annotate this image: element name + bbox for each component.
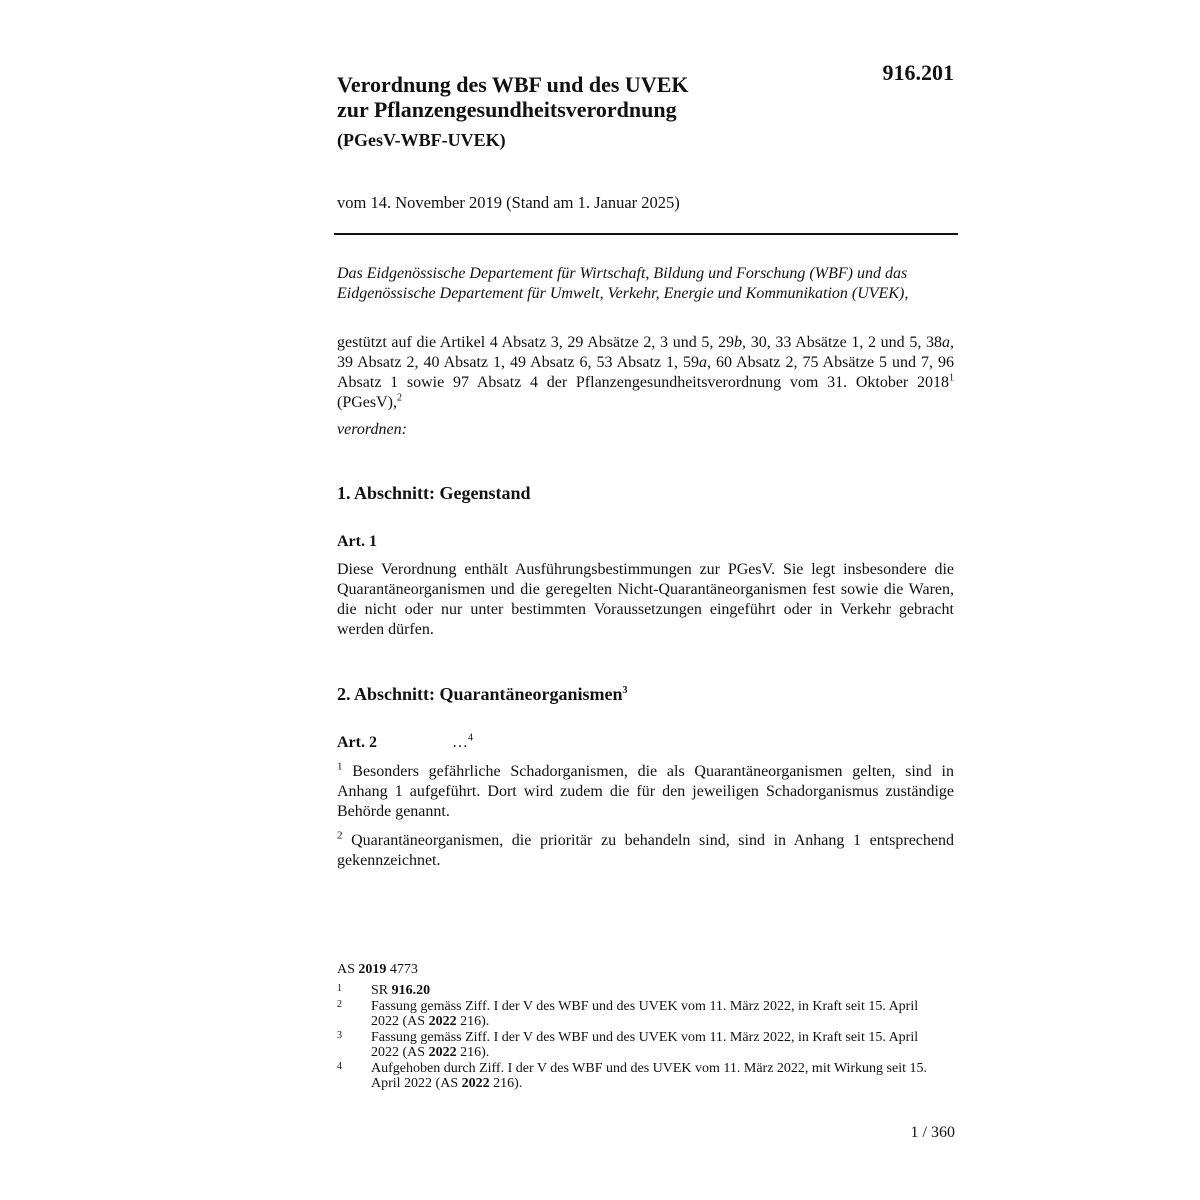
footnote-ref-4[interactable]: 4 xyxy=(468,732,473,744)
section-1-title: 1. Abschnitt: Gegenstand xyxy=(337,483,531,503)
date-line: vom 14. November 2019 (Stand am 1. Januar 2025) xyxy=(337,193,680,212)
article-2-paragraph-2: $^2$ Quarantäneorganismen, die prioritär zu behandeln sind, sind in Anhang 1 entsprechend gekennzeichnet. xyxy=(337,829,955,869)
article-2-repealed-note: …$^4$ xyxy=(452,732,473,751)
footnote-number: 1 xyxy=(337,983,342,994)
footnote-number: 3 xyxy=(337,1029,342,1041)
footnote-number: 2 xyxy=(337,998,342,1010)
footnote-3 xyxy=(337,1030,947,1061)
title-line-2: zur Pflanzengesundheitsverordnung xyxy=(337,97,677,122)
title-line-1: Verordnung des WBF und des UVEK xyxy=(337,72,689,97)
article-2-title: Art. 2 xyxy=(337,734,377,751)
footnote-4 xyxy=(337,1061,947,1092)
footnote-2 xyxy=(337,999,947,1030)
paragraph-number: 2 xyxy=(337,829,343,842)
document-title xyxy=(337,72,837,122)
preamble-verb: verordnen: xyxy=(337,421,407,438)
paragraph-number: 1 xyxy=(337,760,343,773)
footnote-1 xyxy=(337,983,947,999)
page-number: 1 / 360 xyxy=(910,1124,955,1141)
section-2-title: 2. Abschnitt: Quarantäneorganismen$^3$ xyxy=(337,684,628,704)
footnote-text: Fassung gemäss Ziff. I der V des WBF und des UVEK vom 11. März 2022, in Kraft seit 15. April 2022 (AS 2022 216). xyxy=(371,1029,919,1060)
preamble-authority: Das Eidgenössische Departement für Wirtschaft, Bildung und Forschung (WBF) und das Eidgenössische Departement für Umwelt, Verkehr, Energie und Kommunikation (UVEK), xyxy=(337,265,909,302)
footnote-number: 4 xyxy=(337,1060,342,1072)
footnote-text: Aufgehoben durch Ziff. I der V des WBF und des UVEK vom 11. März 2022, mit Wirkung seit 15. April 2022 (AS 2022 216). xyxy=(371,1060,927,1091)
header-divider xyxy=(334,233,958,235)
footnote-ref-2[interactable]: 2 xyxy=(397,392,402,404)
footnotes xyxy=(337,983,947,1092)
article-2-paragraph-1: $^1$ Besonders gefährliche Schadorganismen, die als Quarantäneorganismen gelten, sind in Anhang 1 aufgeführt. Dort wird zudem die für den jeweiligen Schadorganismus zuständige Behörde genannt. xyxy=(337,760,955,820)
preamble-legal-basis: gestützt auf die Artikel 4 Absatz 3, 29 Absätze 2, 3 und 5, 29b, 30, 33 Absätze 1, 2 und 5, 38a, 39 Absatz 2, 40 Absatz 1, 49 Absatz 6, 53 Absatz 1, 59a, 60 Absatz 2, 75 Absätze 5 und 7, 96 Absatz 1 sowie 97 Absatz 4 der Pflanzengesundheitsverordnung vom 31. Oktober 2018$^1$ (PGesV),$^2$ xyxy=(337,334,955,411)
article-1-text: Diese Verordnung enthält Ausführungsbestimmungen zur PGesV. Sie legt insbesondere die Quarantäneorganismen und die geregelten Nicht-Quarantäneorganismen fest sowie die Waren, die nicht oder nur unter bestimmten Voraussetzungen eingeführt oder in Verkehr gebracht werden dürfen. xyxy=(337,561,954,638)
footnote-text: Fassung gemäss Ziff. I der V des WBF und des UVEK vom 11. März 2022, in Kraft seit 15. April 2022 (AS 2022 216). xyxy=(371,998,919,1029)
as-reference: AS 2019 4773 xyxy=(337,962,418,977)
title-abbreviation: (PGesV-WBF-UVEK) xyxy=(337,130,506,150)
footnote-ref-3[interactable]: 3 xyxy=(622,685,628,696)
footnote-ref-1[interactable]: 1 xyxy=(949,372,954,384)
article-1-title: Art. 1 xyxy=(337,533,377,550)
footnote-text: SR 916.20 xyxy=(371,983,431,998)
sr-number: 916.201 xyxy=(882,60,954,85)
